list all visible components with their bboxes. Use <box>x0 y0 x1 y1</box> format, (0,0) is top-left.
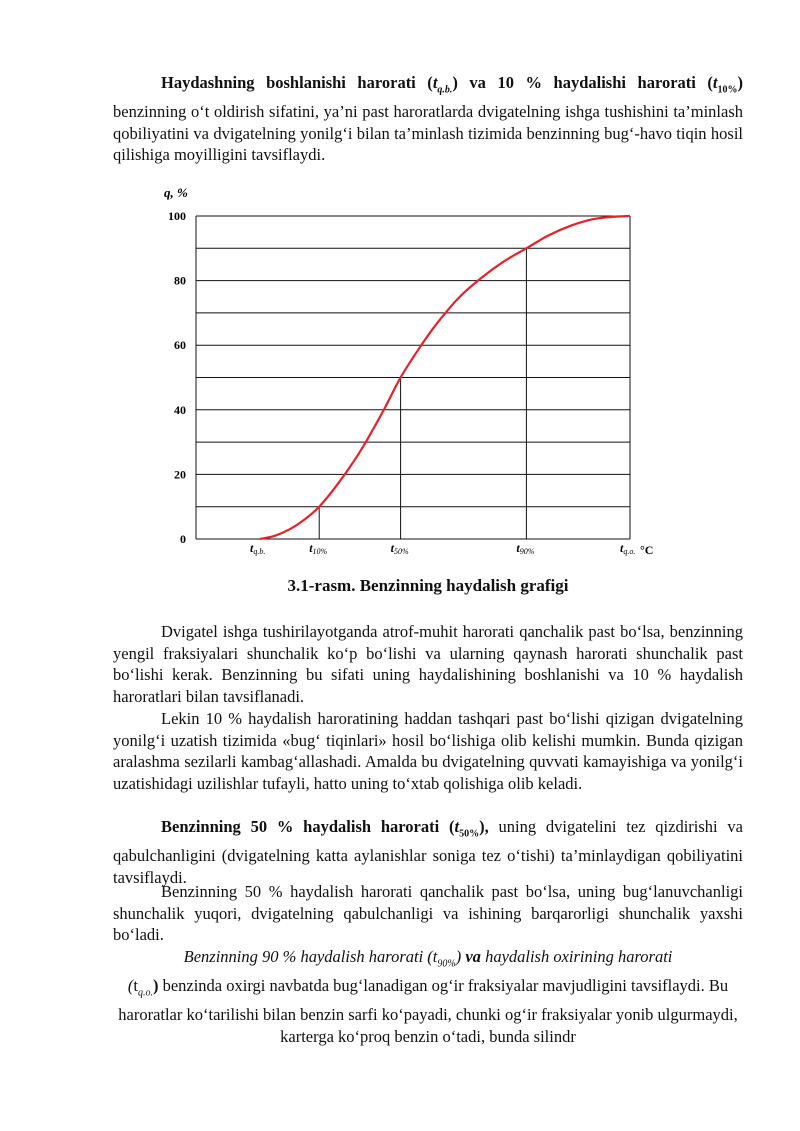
y-tick-label: 60 <box>174 338 186 353</box>
symbol-t: t <box>133 976 138 995</box>
symbol-t: t <box>432 947 438 966</box>
p6-italic-b: ) <box>455 947 466 966</box>
y-tick-labels <box>168 209 186 546</box>
y-tick-label: 100 <box>168 209 186 223</box>
x-tick-label: tq.o. <box>620 541 636 556</box>
x-tick-labels <box>250 541 635 556</box>
y-axis-label: q, % <box>164 185 188 200</box>
paragraph-intro <box>113 72 743 166</box>
distillation-chart <box>150 180 670 560</box>
p4-rest: uning dvigatelini tez qizdirishi va qabulchanligini (dvigatelning katta aylanishlar soniga tez o‘tishi) ta’minlaydigan qobiliyatini tavsiflaydi. <box>113 817 743 887</box>
symbol-t: t <box>454 817 460 836</box>
intro-rest: benzinning o‘t oldirish sifatini, ya’ni past haroratlarda dvigatelning ishga tushishini ta’minlash qobiliyatini va dvigatelning yonilg‘i bilan ta’minlash tizimida benzinning bug‘-havo tiqin hosil qilishiga moyilligini tavsiflaydi. <box>113 102 743 165</box>
intro-bold-c: ) <box>737 73 744 92</box>
paragraph-4 <box>113 816 743 888</box>
x-tick-label: t90% <box>516 541 535 556</box>
chart-grid <box>196 216 630 539</box>
y-tick-label: 40 <box>174 402 186 417</box>
p6-close: ) <box>152 976 159 995</box>
p4-bold-end: ), <box>479 817 489 836</box>
y-tick-label: 80 <box>174 273 186 288</box>
subscript-qo: q.o. <box>137 987 153 999</box>
subscript-50: 50% <box>459 828 480 840</box>
figure-caption: 3.1-rasm. Benzinning haydalish grafigi <box>287 576 569 595</box>
subscript-qb: q.b. <box>437 84 453 96</box>
x-tick-label: t10% <box>309 541 328 556</box>
paragraph-3: Lekin 10 % haydalish haroratining haddan tashqari past bo‘lishi qizigan dvigatelning yonilg‘i uzatish tizimida «bug‘ tiqinlari» hosil bo‘lishiga olib kelishi mumkin. Bunda qizigan aralashma sezilarli kambag‘allashadi. Amalda bu dvigatelning quvvati kamayishiga va yonilg‘i uzatishidagi uzilishlar tufayli, hatto uning to‘xtab qolishiga olib keladi. <box>113 709 743 794</box>
p6-open: ( <box>127 976 134 995</box>
intro-bold-a: Haydashning boshlanishi harorati ( <box>161 73 433 92</box>
paragraph-2: Dvigatel ishga tushirilayotganda atrof-muhit harorati qanchalik past bo‘lsa, benzinning yengil fraksiyalari shunchalik ko‘p bo‘lishi va ularning qaynash harorati shunchalik past bo‘lishi kerak. Benzinning bu sifati uning haydalishining boshlanishi va 10 % haydalish haroratlari bilan tavsiflanadi. <box>113 622 743 707</box>
paragraph-6 <box>113 946 743 1047</box>
p6-italic-c: haydalish oxirining harorati <box>480 947 673 966</box>
paragraph-5: Benzinning 50 % haydalish harorati qanchalik past bo‘lsa, uning bug‘lanuvchanligi shunchalik yuqori, dvigatelning qabulchanligi va ishining barqarorligi shunchalik yaxshi bo‘ladi. <box>113 882 743 945</box>
p4-bold: Benzinning 50 % haydalish harorati ( <box>161 817 455 836</box>
symbol-t: t <box>712 73 718 92</box>
p6-rest: benzinda oxirgi navbatda bug‘lanadigan og‘ir fraksiyalar mavjudligini tavsiflaydi. Bu haroratlar ko‘tarilishi bilan benzin sarfi ko‘payadi, chunki og‘ir fraksiyalar yonib ulgurmaydi, karterga ko‘proq benzin o‘tadi, bunda silindr <box>118 976 738 1046</box>
p6-va: va <box>465 947 481 966</box>
y-tick-label: 20 <box>174 467 186 482</box>
intro-bold-b: ) va 10 % haydalishi harorati ( <box>452 73 713 92</box>
percent-markers <box>319 248 526 539</box>
subscript-90: 90% <box>437 958 456 970</box>
symbol-t: t <box>432 73 438 92</box>
x-axis-unit: °C <box>640 543 654 557</box>
p6-italic-a: Benzinning 90 % haydalish harorati ( <box>183 947 433 966</box>
x-tick-label: tq.b. <box>250 541 266 556</box>
subscript-10: 10% <box>717 84 738 96</box>
y-tick-label: 0 <box>180 532 186 546</box>
x-tick-label: t50% <box>390 541 409 556</box>
